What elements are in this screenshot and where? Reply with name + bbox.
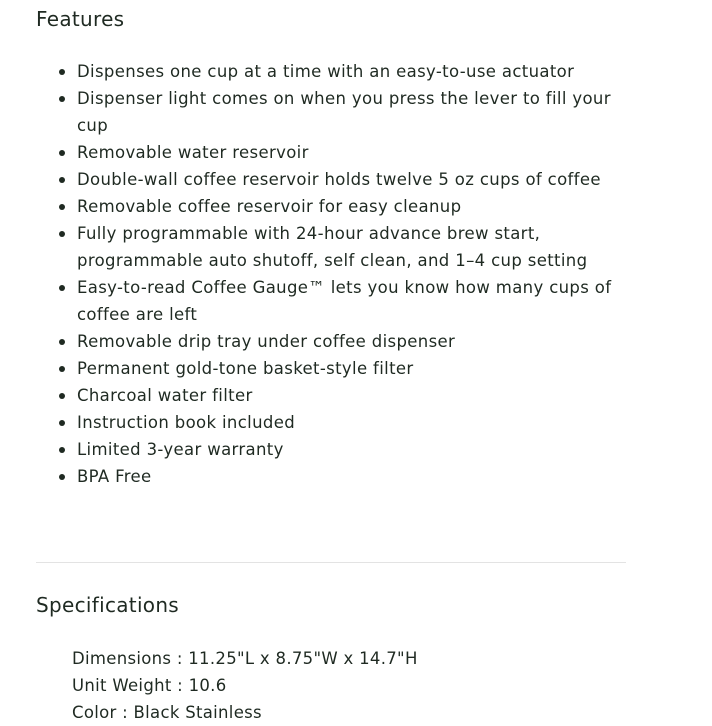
feature-item-text: Removable drip tray under coffee dispenser: [77, 332, 456, 351]
feature-item-text: Removable coffee reservoir for easy cleanup: [77, 197, 462, 216]
bullet-icon: [59, 420, 65, 426]
feature-item: [36, 85, 616, 139]
feature-item: [36, 193, 616, 220]
feature-item: [36, 382, 616, 409]
section-divider: [36, 562, 626, 563]
feature-item-text: Easy-to-read Coffee Gauge™ lets you know how many cups of coffee are left: [77, 278, 612, 324]
feature-item-text: Dispenses one cup at a time with an easy-to-use actuator: [77, 62, 575, 81]
bullet-icon: [59, 150, 65, 156]
bullet-icon: [59, 96, 65, 102]
bullet-icon: [59, 339, 65, 345]
feature-item-text: Limited 3-year warranty: [77, 440, 284, 459]
features-list: [36, 58, 616, 490]
bullet-icon: [59, 393, 65, 399]
feature-item: [36, 139, 616, 166]
specifications-heading: Specifications: [36, 593, 180, 617]
spec-unit-weight: Unit Weight : 10.6: [72, 676, 227, 695]
feature-item-text: BPA Free: [77, 467, 152, 486]
features-heading: Features: [36, 7, 125, 31]
bullet-icon: [59, 204, 65, 210]
feature-item: [36, 328, 616, 355]
feature-item: [36, 409, 616, 436]
feature-item: [36, 274, 616, 328]
bullet-icon: [59, 231, 65, 237]
feature-item-text: Permanent gold-tone basket-style filter: [77, 359, 414, 378]
bullet-icon: [59, 285, 65, 291]
spec-dimensions: Dimensions : 11.25"L x 8.75"W x 14.7"H: [72, 649, 418, 668]
feature-item: [36, 436, 616, 463]
bullet-icon: [59, 447, 65, 453]
bullet-icon: [59, 474, 65, 480]
feature-item-text: Charcoal water filter: [77, 386, 253, 405]
feature-item-text: Fully programmable with 24-hour advance brew start, programmable auto shutoff, self clean, and 1–4 cup setting: [77, 224, 588, 270]
feature-item-text: Double-wall coffee reservoir holds twelve 5 oz cups of coffee: [77, 170, 601, 189]
spec-color: Color : Black Stainless: [72, 703, 262, 722]
feature-item: [36, 355, 616, 382]
feature-item-text: Instruction book included: [77, 413, 296, 432]
feature-item: [36, 58, 616, 85]
bullet-icon: [59, 177, 65, 183]
feature-item: [36, 463, 616, 490]
feature-item-text: Dispenser light comes on when you press the lever to fill your cup: [77, 89, 611, 135]
feature-item: [36, 166, 616, 193]
bullet-icon: [59, 366, 65, 372]
feature-item: [36, 220, 616, 274]
feature-item-text: Removable water reservoir: [77, 143, 309, 162]
bullet-icon: [59, 69, 65, 75]
